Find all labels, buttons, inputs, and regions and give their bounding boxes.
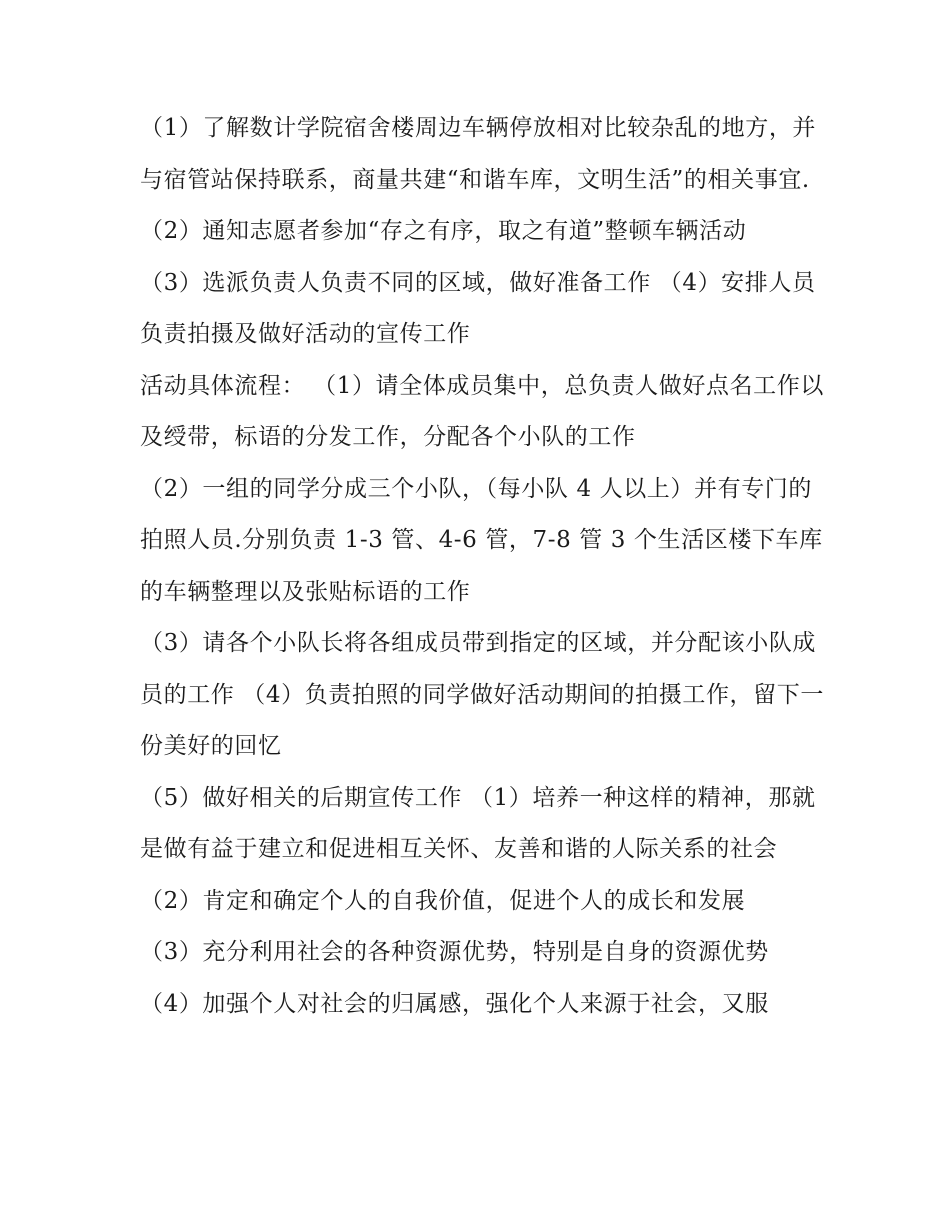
paragraph-goal-2: （2）肯定和确定个人的自我价值，促进个人的成长和发展: [140, 887, 746, 914]
paragraph-prep-3-4: （3）选派负责人负责不同的区域，做好准备工作 （4）安排人员负责拍摄及做好活动的宣传工作: [140, 269, 816, 347]
paragraph-process-5-goal-1: （5）做好相关的后期宣传工作 （1）培养一种这样的精神，那就是做有益于建立和促进相互关怀、友善和谐的人际关系的社会: [140, 784, 816, 862]
paragraph-process-2: （2）一组的同学分成三个小队，（每小队 4 人以上）并有专门的拍照人员.分别负责 1-3 管、4-6 管，7-8 管 3 个生活区楼下车库的车辆整理以及张贴标语的工作: [140, 475, 823, 605]
paragraph-process-3-4: （3）请各个小队长将各组成员带到指定的区域，并分配该小队成员的工作 （4）负责拍照的同学做好活动期间的拍摄工作，留下一份美好的回忆: [140, 630, 824, 759]
paragraph-goal-3: （3）充分利用社会的各种资源优势，特别是自身的资源优势: [140, 939, 769, 965]
paragraph-goal-4: （4）加强个人对社会的归属感，强化个人来源于社会，又服: [140, 990, 769, 1017]
paragraph-prep-2: （2）通知志愿者参加“存之有序，取之有道”整顿车辆活动: [140, 218, 747, 244]
paragraph-process-1: 活动具体流程： （1）请全体成员集中，总负责人做好点名工作以及绶带，标语的分发工作，分配各个小队的工作: [140, 372, 824, 450]
paragraph-prep-1: （1）了解数计学院宿舍楼周边车辆停放相对比较杂乱的地方，并与宿管站保持联系，商量共建“和谐车库，文明生活”的相关事宜.: [140, 115, 817, 193]
